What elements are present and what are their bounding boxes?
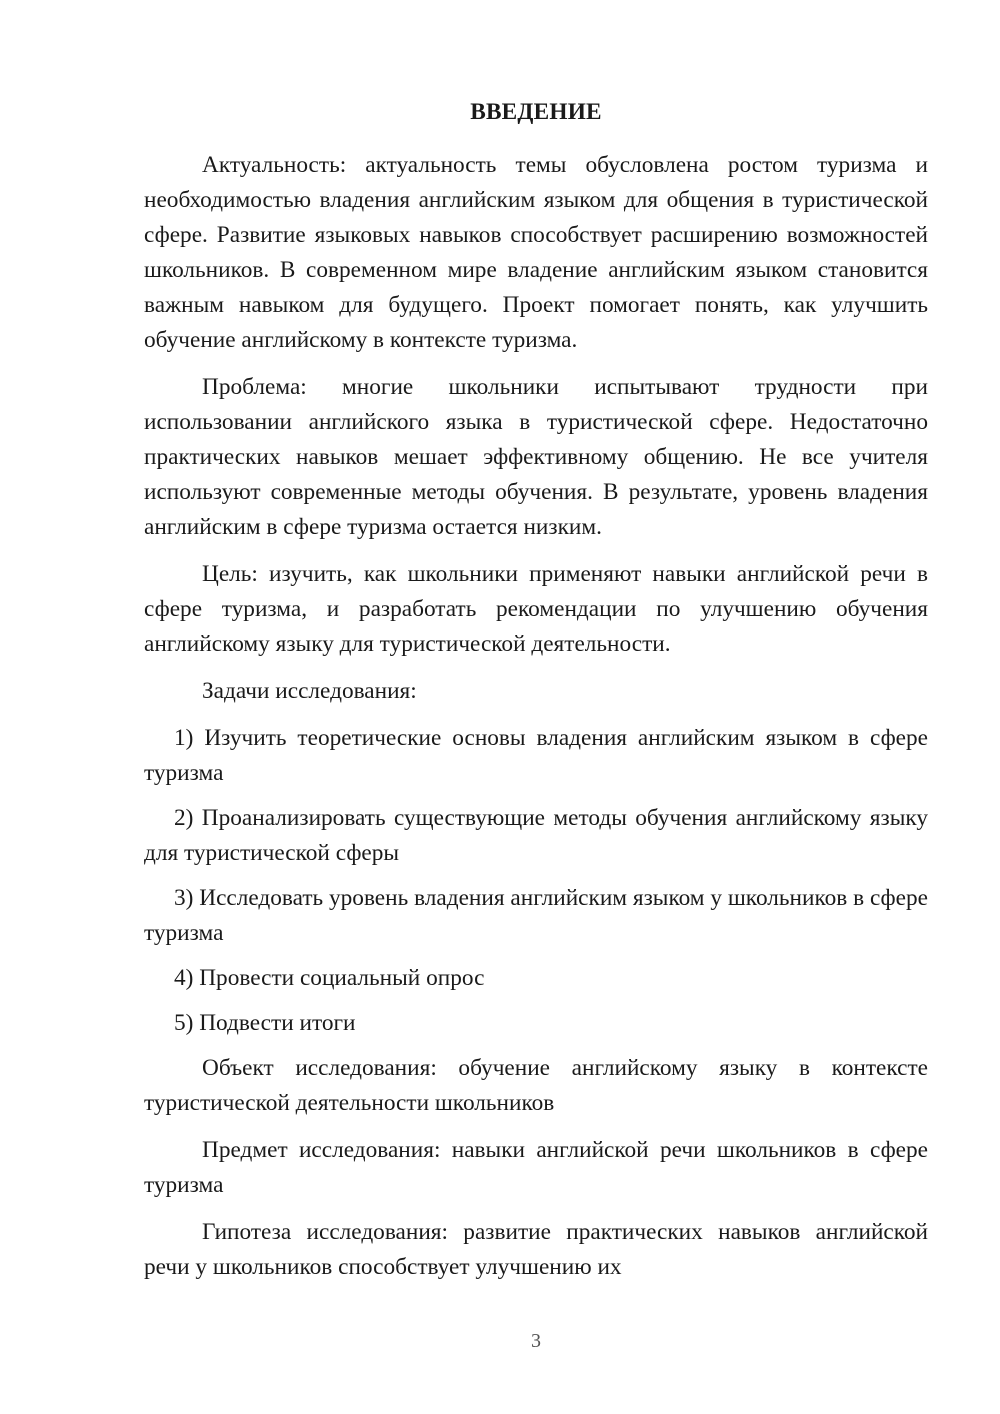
tasks-title: Задачи исследования: [202, 678, 417, 704]
task-item-2: 2) Проанализировать существующие методы обучения английскому языку для туристической сферы [144, 805, 928, 866]
task-item-5: 5) Подвести итоги [174, 1010, 356, 1036]
problem-paragraph: Проблема: многие школьники испытывают трудности при использовании английского языка в туристической сфере. Недостаточно практических навыков мешает эффективному общению. Не все учителя используют современные методы обучения. В результате, уровень владения английским в сфере туризма остается низким. [144, 374, 928, 540]
page-content [144, 92, 928, 1297]
task-item-4: 4) Провести социальный опрос [174, 965, 485, 991]
section-heading: ВВЕДЕНИЕ [470, 99, 602, 125]
task-item-1: 1) Изучить теоретические основы владения английским языком в сфере туризма [144, 725, 928, 786]
subject-paragraph: Предмет исследования: навыки английской речи школьников в сфере туризма [144, 1137, 928, 1198]
relevance-paragraph: Актуальность: актуальность темы обусловлена ростом туризма и необходимостью владения английским языком для общения в туристической сфере. Развитие языковых навыков способствует расширению возможностей школьников. В современном мире владение английским языком становится важным навыком для будущего. Проект помогает понять, как улучшить обучение английскому в контексте туризма. [144, 152, 928, 353]
task-item-3: 3) Исследовать уровень владения английским языком у школьников в сфере туризма [144, 885, 928, 946]
page-number: 3 [531, 1330, 541, 1352]
object-paragraph: Объект исследования: обучение английскому языку в контексте туристической деятельности школьников [144, 1055, 928, 1116]
goal-paragraph: Цель: изучить, как школьники применяют навыки английской речи в сфере туризма, и разработать рекомендации по улучшению обучения английскому языку для туристической деятельности. [144, 561, 928, 657]
hypothesis-paragraph: Гипотеза исследования: развитие практических навыков английской речи у школьников способствует улучшению их [144, 1219, 928, 1280]
